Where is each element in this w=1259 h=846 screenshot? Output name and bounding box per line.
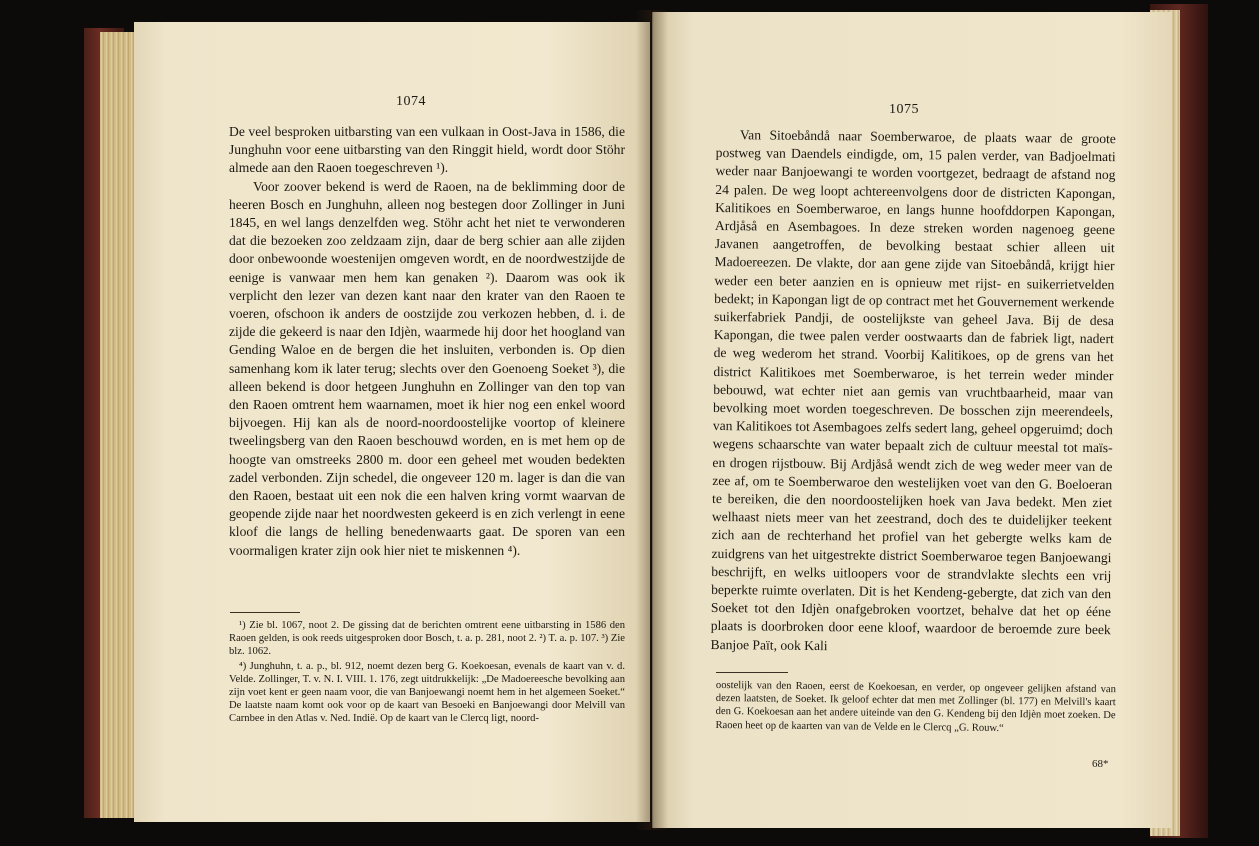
paragraph: Voor zoover bekend is werd de Raoen, na de beklimming door de heeren Bosch en Junghuhn, alleen nog bestegen door Zollinger in Juni 1845, en wel langs denzelfden weg. Stöhr acht het niet te verwonderen dat die bezoeken zoo zeldzaam zijn, daar de berg schier aan alle zijden door onbewoonde woestenijen omgeven wordt, en de noordwestzijde de eenige is vanwaar men hem kan genaken ²). Daarom was ook ik verplicht den lezer van dezen kant naar den krater van den Raoen te voeren, ofschoon ik anders de oostzijde zou verkozen hebben, d. i. de zijde die gekeerd is naar den Idjèn, waarmede hij door het hoogland van Gending Waloe en de bergen die het insluiten, verbonden is. Op dien samenhang kom ik later terug; slechts over den Goenoeng Soeket ³), die alleen bekend is door hetgeen Junghuhn en Zollinger van den top van den Raoen omtrent hem waarnamen, moet ik hier nog een enkel woord bijvoegen. Hij kan als de noord-noordoostelijke voortop of kleinere tweelingsberg van den Raoen beschouwd worden, en is met hem op de hoogte van omstreeks 2800 m. door een geheel met wouden bedekten zadel verbonden. Zijn schedel, die ongeveer 120 m. lager is dan die van den Raoen, bestaat uit een nok die een halven kring vormt waarvan de geopende zijde naar het noordwesten gekeerd is en zich verlengt in eene kloof die langs de helling benedenwaarts gaat. De sporen van een voormaligen krater zijn ook hier niet te miskennen ⁴). (229, 178, 625, 558)
body-text (229, 123, 625, 560)
footnote-rule (230, 612, 300, 613)
page-number: 1074 (396, 94, 426, 109)
footnotes (229, 619, 625, 727)
left-page (134, 22, 650, 822)
footnote: ⁴) Junghuhn, t. a. p., bl. 912, noemt dezen berg G. Koekoesan, evenals de kaart van v. d. Velde. Zollinger, T. v. N. I. VIII. 1. 176, zegt uitdrukkelijk: „De Madoereesche bevolking aan zijn voet kent er geen naam voor, die van Banjoewangi noemt hem in het algemeen Soeket.“ De laatste naam komt ook voor op de kaart van Besoeki en Banjoewangi door Melvill van Carnbee in den Atlas v. Ned. Indië. Op de kaart van le Clercq ligt, noord- (229, 660, 625, 725)
right-page (652, 12, 1172, 828)
page-number: 1075 (889, 102, 919, 117)
footnote: ¹) Zie bl. 1067, noot 2. De gissing dat de berichten omtrent eene uitbarsting in 1586 den Raoen gelden, is ook reeds uitgesproken door Bosch, t. a. p. 281, noot 2. ²) T. a. p. 107. ³) Zie blz. 1062. (229, 620, 625, 658)
body-text (710, 126, 1116, 658)
book-gutter (636, 10, 668, 830)
paragraph: De veel besproken uitbarsting van een vulkaan in Oost-Java in 1586, die Junghuhn voor eene uitbarsting van den Ringgit hield, wordt door Stöhr almede aan den Raoen toegeschreven ¹). (229, 124, 625, 176)
paragraph: Van Sitoebåndå naar Soemberwaroe, de plaats waar de groote postweg van Daendels eindigde, om, 15 palen verder, van Badjoelmati weder naar Banjoewangi te worden voortgezet, bedraagt de afstand nog 24 palen. De weg loopt achtereenvolgens door de districten Kapongan, Kalitikoes en Soemberwaroe, en langs hunne hoofddorpen Kapongan, Ardjåså en Asembagoes. In deze streken worden nagenoeg geene Javanen aangetroffen, de bevolking bestaat schier alleen uit Madoereezen. De vlakte, dor aan gene zijde van Sitoebåndå, krijgt hier weder een beter aanzien en is opnieuw met rijst- en suikerrietvelden bedekt; in Kapongan ligt de op contract met het Gouvernement werkende suikerfabriek Pandji, de oostelijkste van geheel Java. Bij de desa Kapongan, die twee palen verder oostwaarts dan de fabriek ligt, nadert de weg wederom het strand. Voorbij Kalitikoes, op de grens van het district Kalitikoes met Soemberwaroe, is het terrein weder minder bebouwd, wat echter niet aan gemis van vruchtbaarheid, maar van bevolking moet worden toegeschreven. De bosschen zijn meerendeels, van Kalitikoes tot Asembagoes zelfs sedert lang, geheel opgeruimd; doch wegens schaarschte van water bepaalt zich de cultuur meestal tot maïs- en drogen rijstbouw. Bij Ardjåså wendt zich de weg weder meer van de zee af, om te Soemberwaroe den westelijken voet van den G. Boeloeran te bereiken, die den noordoostelijken hoek van Java bedekt. Men ziet welhaast niets meer van het zeestrand, doch des te duidelijker teekent zich aan de rechterhand het profiel van het gebergte welks kam de zuidgrens van het uitgestrekte district Soemberwaroe tegen Banjoewangi beschrijft, en welks uitloopers voor de strandvlakte slechts een vrij beperkte ruimte overlaten. Dit is het Kendeng-gebergte, dat zich van den Soeket tot den Idjèn onafgebroken voortzet, behalve dat het op ééne plaats is doorbroken door eene kloof, waardoor de beroemde zure beek Banjoe Paït, ook Kali (710, 127, 1116, 653)
footnote: oostelijk van den Raoen, eerst de Koekoesan, en verder, op ongeveer gelijken afstand van dezen laatsten, de Soeket. Ik geloof echter dat men met Zollinger (bl. 177) en Melvill's kaart den G. Koekoesan aan het andere uiteinde van den G. Kendeng bij den Idjèn moet zoeken. De Raoen heet op de kaarten van van de Velde en le Clercq „G. Rouw.“ (715, 679, 1116, 734)
signature-mark: 68* (1092, 758, 1109, 770)
footnotes (715, 679, 1116, 737)
footnote-rule (716, 672, 788, 673)
